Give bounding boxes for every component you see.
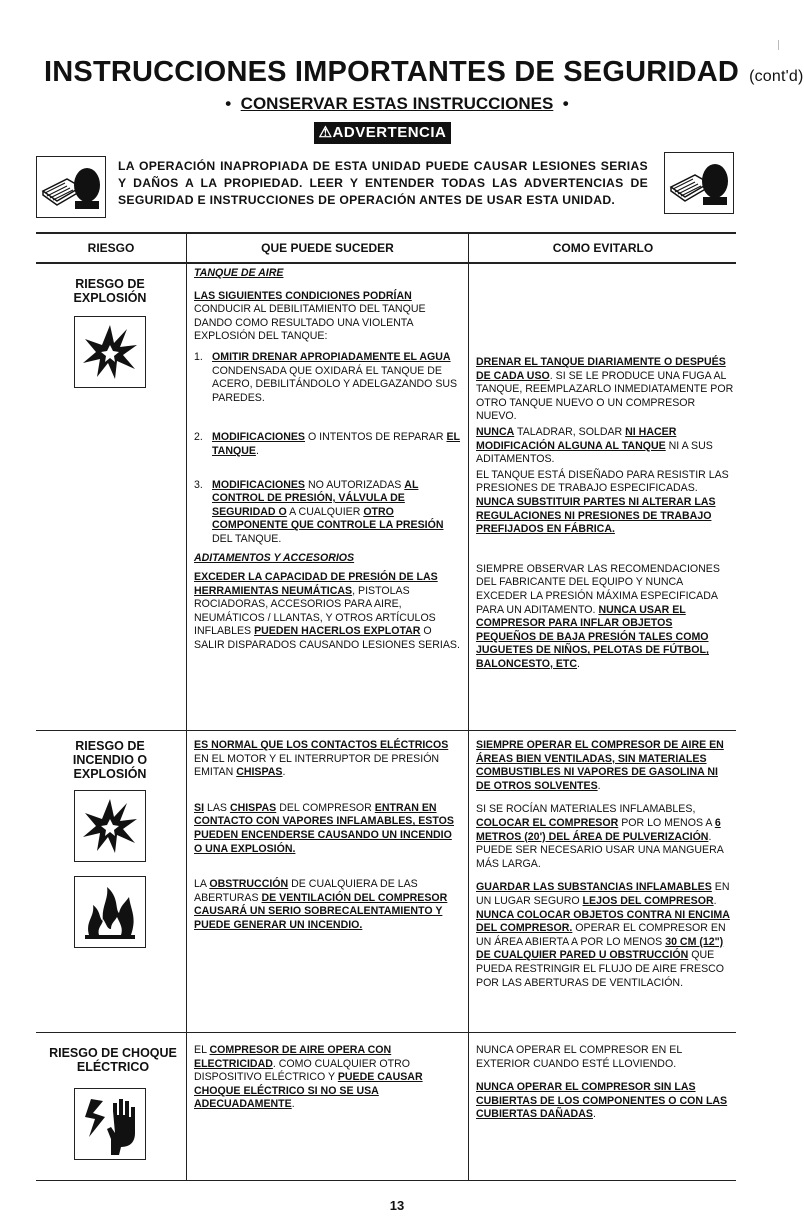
warning-badge: ⚠ADVERTENCIA bbox=[314, 122, 451, 144]
page-subtitle: • CONSERVAR ESTAS INSTRUCCIONES • bbox=[225, 94, 569, 113]
hazard-explosion-label: RIESGO DE EXPLOSIÓN bbox=[73, 277, 147, 305]
column-divider bbox=[468, 232, 469, 1180]
table-header-rule bbox=[36, 262, 736, 264]
hazard-shock-label: RIESGO DE CHOQUE ELÉCTRICO bbox=[49, 1046, 177, 1074]
explosion-icon bbox=[74, 790, 146, 862]
fire-what-can-happen: ES NORMAL QUE LOS CONTACTOS ELÉCTRICOS EN EL MOTOR Y EL INTERRUPTOR DE PRESIÓN EMITAN CHISPAS. SI LAS CHISPAS DEL COMPRESOR ENTRAN EN CONTACTO CON VAPORES INFLAMABLES, ESTOS PUEDEN ENCENDERSE CAUSANDO UN INCENDIO O UNA EXPLOSIÓN. LA OBSTRUCCIÓN DE CUALQUIERA DE LAS ABERTURAS DE VENTILACIÓN DEL COMPRESOR CAUSARÁ UN SERIO SOBRECALENTAMIENTO Y PUEDE GENERAR UN INCENDIO. bbox=[194, 739, 454, 931]
page-number: 13 bbox=[389, 1198, 405, 1213]
page-title: INSTRUCCIONES IMPORTANTES DE SEGURIDAD (cont'd) bbox=[44, 56, 804, 88]
explosion-what-can-happen: TANQUE DE AIRE LAS SIGUIENTES CONDICIONES PODRÍAN CONDUCIR AL DEBILITAMIENTO DEL TANQUE DANDO COMO RESULTADO UNA VIOLENTA EXPLOSIÓN DEL TANQUE: 1. OMITIR DRENAR APROPIADAMENTE EL AGUA CONDENSADA QUE OXIDARÁ EL TANQUE DE ACERO, DEBILITÁNDOLO Y ADELGAZANDO SUS PAREDES. 2. MODIFICACIONES O INTENTOS DE REPARAR EL TANQUE. 3. MODIFICACIONES NO AUTORIZADAS AL CONTROL DE PRESIÓN, VÁLVULA DE SEGURIDAD O A CUALQUIER OTRO COMPONENTE QUE CONTROLE LA PRESIÓN DEL TANQUE. ADITAMENTOS Y ACCESORIOS EXCEDER LA CAPACIDAD DE PRESIÓN DE LAS HERRAMIENTAS NEUMÁTICAS, PISTOLAS ROCIADORAS, ACCESORIOS PARA AIRE, NEUMÁTICOS / LLANTAS, Y OTROS ARTÍCULOS INFLABLES PUEDEN HACERLOS EXPLOTAR O SALIR DISPARADOS CAUSANDO LESIONES SERIAS. bbox=[194, 267, 461, 652]
read-manual-icon bbox=[664, 152, 734, 214]
fire-icon bbox=[74, 876, 146, 948]
table-top-rule bbox=[36, 232, 736, 234]
shock-how-to-avoid: NUNCA OPERAR EL COMPRESOR EN EL EXTERIOR CUANDO ESTÉ LLOVIENDO. NUNCA OPERAR EL COMPRESOR SIN LAS CUBIERTAS DE LOS COMPONENTES O CON LAS CUBIERTAS DAÑADAS. bbox=[476, 1044, 728, 1121]
row-divider bbox=[36, 730, 736, 731]
fire-how-to-avoid: SIEMPRE OPERAR EL COMPRESOR DE AIRE EN ÁREAS BIEN VENTILADAS, SIN MATERIALES COMBUSTIBLES NI VAPORES DE GASOLINA NI DE OTROS SOLVENTES. SI SE ROCÍAN MATERIALES INFLAMABLES, COLOCAR EL COMPRESOR POR LO MENOS A 6 METROS (20') DEL ÁREA DE PULVERIZACIÓN. PUEDE SER NECESARIO USAR UNA MANGUERA MÁS LARGA. GUARDAR LAS SUBSTANCIAS INFLAMABLES EN UN LUGAR SEGURO LEJOS DEL COMPRESOR. NUNCA COLOCAR OBJETOS CONTRA NI ENCIMA DEL COMPRESOR. OPERAR EL COMPRESOR EN UN ÁREA ABIERTA A POR LO MENOS 30 CM (12") DE CUALQUIER PARED U OBSTRUCCIÓN QUE PUEDA RESTRINGIR EL FLUJO DE AIRE FRESCO POR LAS ABERTURAS DE VENTILACIÓN. bbox=[476, 739, 730, 989]
scan-mark bbox=[778, 40, 779, 50]
electric-shock-icon bbox=[74, 1088, 146, 1160]
column-divider bbox=[186, 232, 187, 1180]
column-header-how-to-avoid: COMO EVITARLO bbox=[552, 241, 654, 255]
explosion-how-to-avoid: DRENAR EL TANQUE DIARIAMENTE O DESPUÉS DE CADA USO. SI SE LE PRODUCE UNA FUGA AL TANQUE, REEMPLAZARLO INMEDIATAMENTE POR OTRO TANQUE NUEVO O UN COMPRESOR NUEVO. NUNCA TALADRAR, SOLDAR NI HACER MODIFICACIÓN ALGUNA AL TANQUE NI A SUS ADITAMENTOS. EL TANQUE ESTÁ DISEÑADO PARA RESISTIR LAS PRESIONES DE TRABAJO ESPECIFICADAS. NUNCA SUBSTITUIR PARTES NI ALTERAR LAS REGULACIONES NI PRESIONES DE TRABAJO PREFIJADOS EN FÁBRICA. SIEMPRE OBSERVAR LAS RECOMENDACIONES DEL FABRICANTE DEL EQUIPO Y NUNCA EXCEDER LA PRESIÓN MÁXIMA ESPECIFICADA PARA UN ADITAMENTO. NUNCA USAR EL COMPRESOR PARA INFLAR OBJETOS PEQUEÑOS DE BAJA PRESIÓN TALES COMO JUGUETES DE NIÑOS, PELOTAS DE FÚTBOL, BALONCESTO, ETC. bbox=[476, 356, 734, 670]
explosion-icon bbox=[74, 316, 146, 388]
row-divider bbox=[36, 1032, 736, 1033]
shock-what-can-happen: EL COMPRESOR DE AIRE OPERA CON ELECTRICIDAD. COMO CUALQUIER OTRO DISPOSITIVO ELÉCTRICO Y PUEDE CAUSAR CHOQUE ELÉCTRICO SI NO SE USA ADECUADAMENTE. bbox=[194, 1044, 423, 1111]
hazard-fire-label: RIESGO DE INCENDIO O EXPLOSIÓN bbox=[72, 739, 148, 781]
column-header-what-can-happen: QUE PUEDE SUCEDER bbox=[261, 241, 394, 255]
read-manual-icon bbox=[36, 156, 106, 218]
column-header-risk: RIESGO bbox=[87, 241, 135, 255]
table-bottom-rule bbox=[36, 1180, 736, 1181]
warning-text: LA OPERACIÓN INAPROPIADA DE ESTA UNIDAD PUEDE CAUSAR LESIONES SERIAS Y DAÑOS A LA PROPIEDAD. LEER Y ENTENDER TODAS LAS ADVERTENCIAS DE SEGURIDAD E INSTRUCCIONES DE OPERACIÓN ANTES DE USAR ESTA UNIDAD. bbox=[118, 159, 648, 207]
